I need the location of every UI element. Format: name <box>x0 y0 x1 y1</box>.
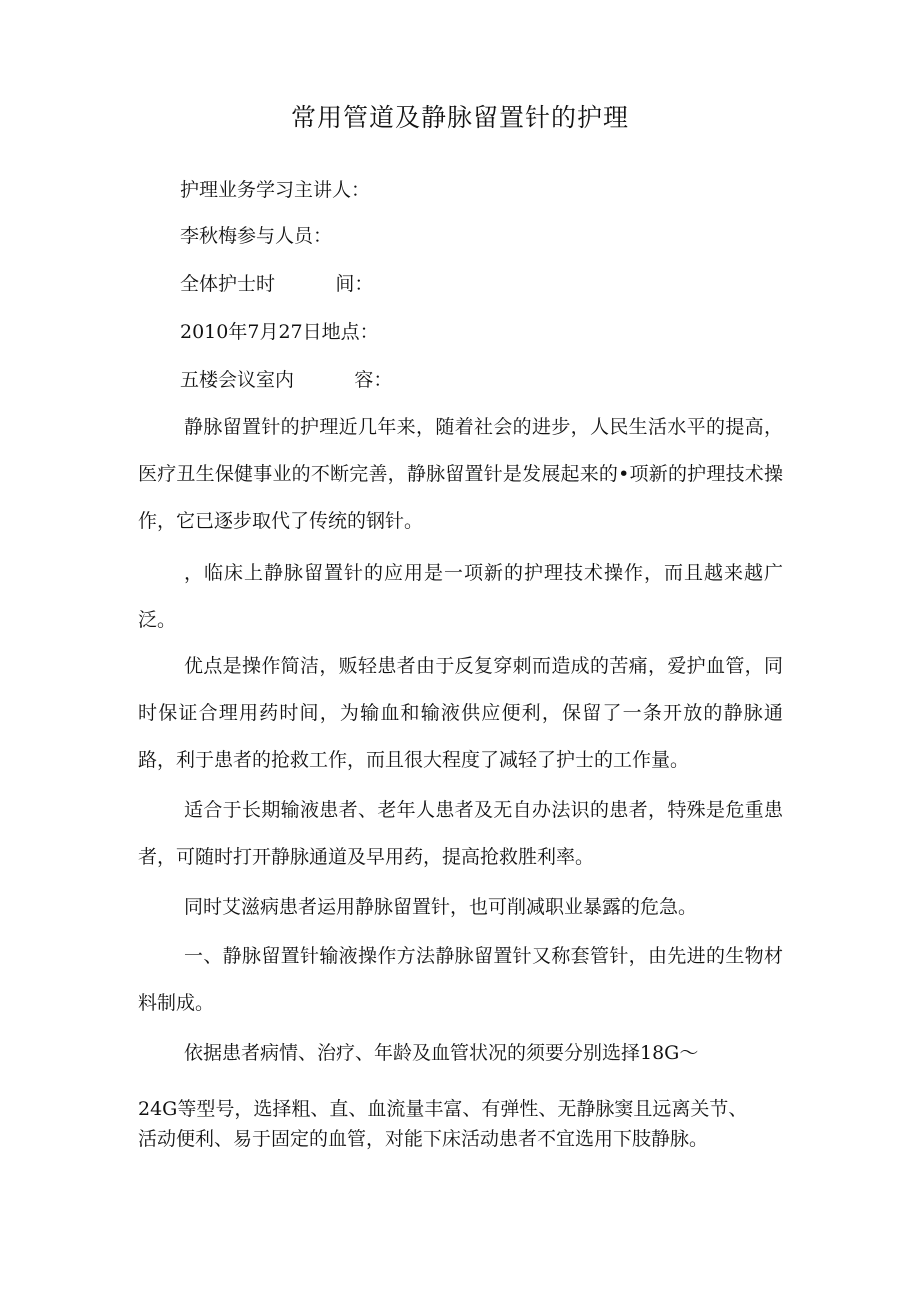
paragraph-advantages: 优点是操作简洁，贩轻患者由于反复穿刺而造成的苦痛，爱护血管，同时保证合理用药时间，为输血和输液供应便利，保留了一条开放的静脉通路，利于患者的抢救工作，而且很大程度了减轻了护士的工作量。 <box>138 655 783 771</box>
paragraph-indications: 适合于长期输液患者、老年人患者及无自办法识的患者，特殊是危重患者，可随时打开静脉通道及早用药，提高抢救胜利率。 <box>138 799 783 868</box>
paragraph-selection: 依据患者病情、治疗、年龄及血管状况的须要分别选择18G～ <box>184 1042 699 1064</box>
meta-line-participants: 李秋梅参与人员： <box>180 225 333 247</box>
meta-line-location: 2010年7月27日地点： <box>180 321 379 343</box>
paragraph-clinical-use: ，临床上静脉留置针的应用是一项新的护理技术操作，而且越来越广泛。 <box>138 562 783 631</box>
paragraph-intro: 静脉留置针的护理近几年来，随着社会的进步，人民生活水平的提高，医疗丑生保健事业的不断完善，静脉留置针是发展起来的•项新的护理技术操作，它已逐步取代了传统的钢针。 <box>138 416 783 532</box>
document-title: 常用管道及静脉留置针的护理 <box>290 103 629 132</box>
meta-line-time: 全体护士时 间： <box>180 273 374 295</box>
final-line-2: 活动便利、易于固定的血管，对能下床活动患者不宜选用下肢静脉。 <box>138 1128 709 1150</box>
meta-line-lecturer: 护理业务学习主讲人： <box>180 179 371 201</box>
meta-line-content: 五楼会议室内 容： <box>180 369 393 391</box>
final-line-1: 24G等型号，选择粗、直、血流量丰富、有弹性、无静脉窦且远离关节、 <box>138 1098 748 1120</box>
paragraph-method: 一、静脉留置针输液操作方法静脉留置针又称套管针，由先进的生物材料制成。 <box>138 945 783 1014</box>
paragraph-aids: 同时艾滋病患者运用静脉留置针，也可削减职业暴露的危急。 <box>184 896 698 918</box>
